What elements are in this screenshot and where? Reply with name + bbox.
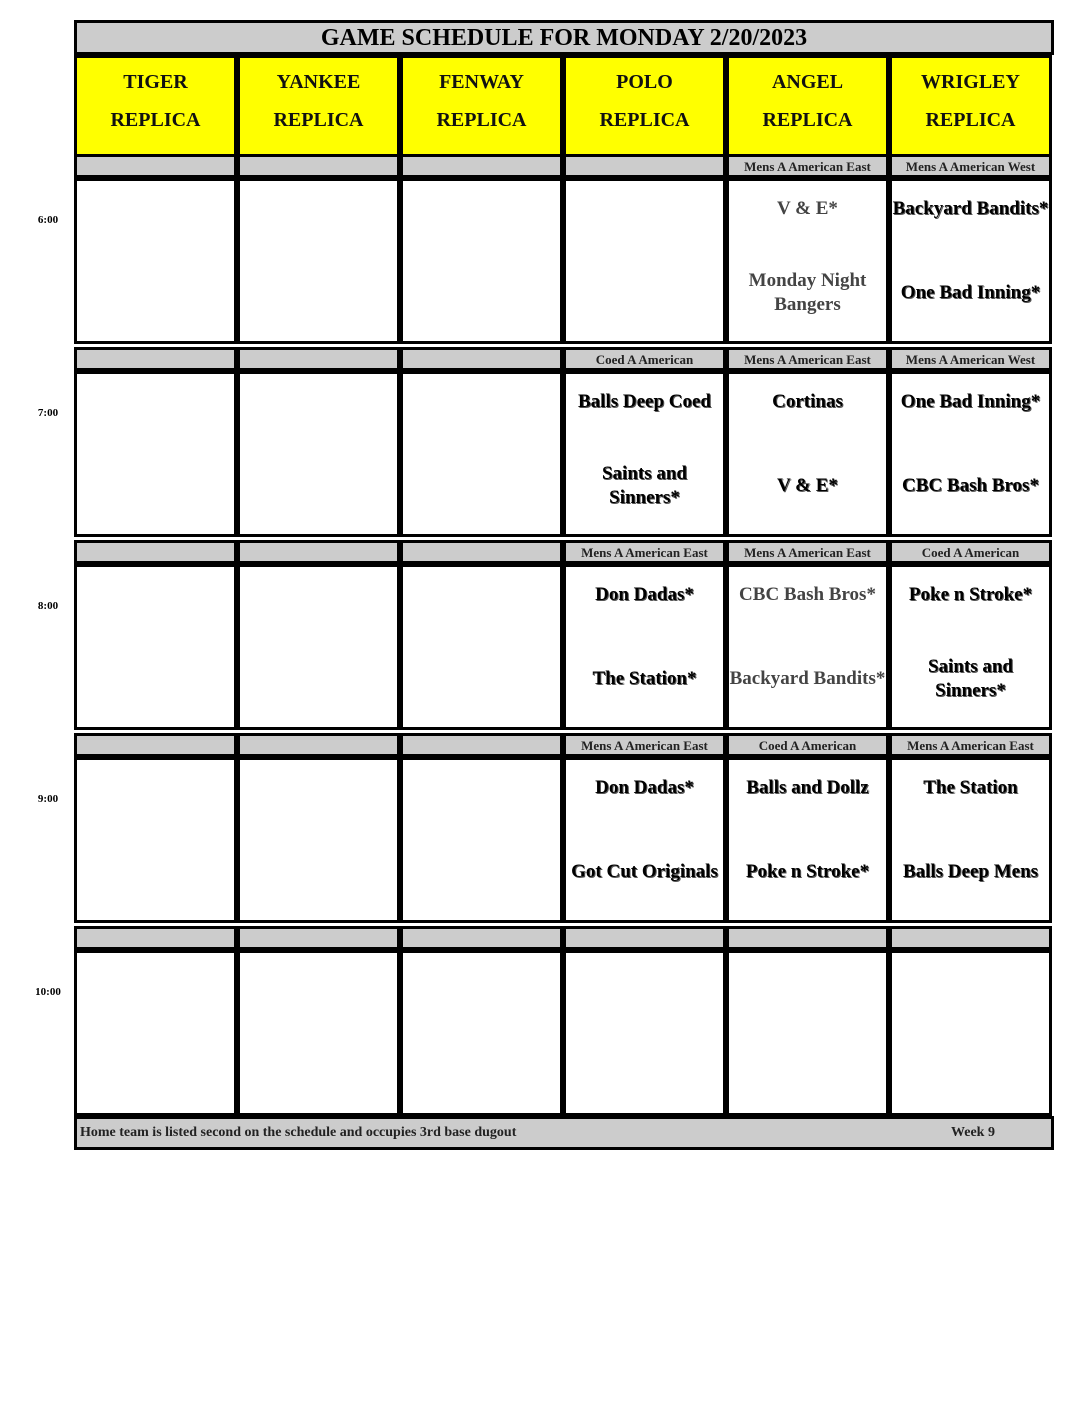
field-name: WRIGLEY bbox=[921, 71, 1020, 93]
game-cell bbox=[400, 564, 563, 730]
division-label: Mens A American West bbox=[889, 347, 1052, 371]
game-cell bbox=[563, 564, 726, 730]
away-team: Don Dadas* bbox=[595, 584, 694, 605]
time-slot-label: 7:00 bbox=[37, 407, 59, 419]
game-cell bbox=[563, 950, 726, 1116]
schedule-title: GAME SCHEDULE FOR MONDAY 2/20/2023 bbox=[74, 20, 1054, 55]
field-name: TIGER bbox=[123, 71, 188, 93]
away-team: CBC Bash Bros* bbox=[739, 584, 876, 605]
schedule-footer bbox=[74, 1116, 1054, 1150]
game-cell bbox=[726, 564, 889, 730]
game-cell bbox=[237, 564, 400, 730]
field-header-tiger bbox=[74, 55, 237, 157]
home-team: One Bad Inning* bbox=[900, 282, 1041, 303]
home-team: V & E* bbox=[777, 475, 838, 496]
division-label bbox=[74, 540, 237, 564]
field-subtitle: REPLICA bbox=[110, 109, 201, 131]
home-team-note: Home team is listed second on the schedule and occupies 3rd base dugout bbox=[80, 1125, 517, 1140]
division-label bbox=[400, 347, 563, 371]
division-label: Mens A American West bbox=[889, 154, 1052, 178]
home-team: CBC Bash Bros* bbox=[902, 475, 1039, 496]
game-cell bbox=[563, 757, 726, 923]
game-cell bbox=[726, 950, 889, 1116]
away-team: Don Dadas* bbox=[595, 777, 694, 798]
division-label bbox=[400, 540, 563, 564]
field-header-yankee bbox=[237, 55, 400, 157]
division-label: Mens A American East bbox=[563, 540, 726, 564]
home-team: Poke n Stroke* bbox=[745, 861, 870, 882]
division-label bbox=[563, 154, 726, 178]
game-cell bbox=[400, 757, 563, 923]
game-cell bbox=[889, 757, 1052, 923]
game-cell bbox=[400, 178, 563, 344]
away-team: One Bad Inning* bbox=[900, 391, 1041, 412]
field-header-polo bbox=[563, 55, 726, 157]
away-team: Poke n Stroke* bbox=[908, 584, 1033, 605]
home-team: Backyard Bandits* bbox=[729, 668, 886, 689]
division-label bbox=[237, 540, 400, 564]
field-name: POLO bbox=[616, 71, 673, 93]
game-cell bbox=[563, 178, 726, 344]
time-slot-label: 8:00 bbox=[37, 600, 59, 612]
away-team: Backyard Bandits* bbox=[892, 198, 1049, 219]
away-team: Balls Deep Coed bbox=[578, 391, 711, 412]
division-label: Coed A American bbox=[563, 347, 726, 371]
division-label bbox=[237, 154, 400, 178]
home-team: Saints and Sinners* bbox=[927, 656, 1014, 701]
week-label: Week 9 bbox=[951, 1125, 995, 1140]
division-label: Coed A American bbox=[726, 733, 889, 757]
game-cell bbox=[400, 371, 563, 537]
division-label: Mens A American East bbox=[889, 733, 1052, 757]
field-header-fenway bbox=[400, 55, 563, 157]
home-team: Balls Deep Mens bbox=[902, 861, 1039, 882]
time-slot-label: 10:00 bbox=[35, 986, 61, 998]
game-cell bbox=[400, 950, 563, 1116]
game-cell bbox=[74, 371, 237, 537]
game-cell bbox=[74, 564, 237, 730]
game-cell bbox=[889, 564, 1052, 730]
game-cell bbox=[237, 178, 400, 344]
game-cell bbox=[74, 757, 237, 923]
game-cell bbox=[726, 371, 889, 537]
division-label: Mens A American East bbox=[726, 154, 889, 178]
time-slot-label: 9:00 bbox=[37, 793, 59, 805]
division-label: Mens A American East bbox=[563, 733, 726, 757]
field-subtitle: REPLICA bbox=[273, 109, 364, 131]
game-cell bbox=[889, 371, 1052, 537]
game-cell bbox=[563, 371, 726, 537]
field-subtitle: REPLICA bbox=[599, 109, 690, 131]
division-label bbox=[74, 154, 237, 178]
division-label bbox=[563, 926, 726, 950]
division-label bbox=[400, 733, 563, 757]
division-label bbox=[237, 926, 400, 950]
time-slot-label: 6:00 bbox=[37, 214, 59, 226]
home-team: Got Cut Originals bbox=[571, 861, 718, 882]
home-team: The Station* bbox=[592, 668, 697, 689]
game-cell bbox=[889, 950, 1052, 1116]
away-team: V & E* bbox=[777, 198, 838, 219]
field-name: YANKEE bbox=[276, 71, 361, 93]
division-label bbox=[237, 347, 400, 371]
game-cell bbox=[237, 371, 400, 537]
game-cell bbox=[237, 950, 400, 1116]
field-subtitle: REPLICA bbox=[762, 109, 853, 131]
game-cell bbox=[237, 757, 400, 923]
game-cell bbox=[726, 178, 889, 344]
away-team: The Station bbox=[923, 777, 1018, 798]
field-header-wrigley bbox=[889, 55, 1052, 157]
game-cell bbox=[726, 757, 889, 923]
division-label bbox=[889, 926, 1052, 950]
division-label bbox=[237, 733, 400, 757]
home-team: Monday Night Bangers bbox=[748, 270, 867, 315]
away-team: Cortinas bbox=[772, 391, 843, 412]
home-team: Saints and Sinners* bbox=[601, 463, 688, 508]
division-label bbox=[74, 347, 237, 371]
division-label bbox=[400, 154, 563, 178]
division-label: Coed A American bbox=[889, 540, 1052, 564]
division-label: Mens A American East bbox=[726, 347, 889, 371]
game-cell bbox=[74, 178, 237, 344]
away-team: Balls and Dollz bbox=[746, 777, 869, 798]
field-name: FENWAY bbox=[439, 71, 524, 93]
division-label bbox=[726, 926, 889, 950]
division-label bbox=[400, 926, 563, 950]
field-header-angel bbox=[726, 55, 889, 157]
division-label bbox=[74, 733, 237, 757]
game-cell bbox=[74, 950, 237, 1116]
game-cell bbox=[889, 178, 1052, 344]
field-subtitle: REPLICA bbox=[436, 109, 527, 131]
field-name: ANGEL bbox=[771, 71, 844, 93]
field-subtitle: REPLICA bbox=[925, 109, 1016, 131]
division-label: Mens A American East bbox=[726, 540, 889, 564]
division-label bbox=[74, 926, 237, 950]
